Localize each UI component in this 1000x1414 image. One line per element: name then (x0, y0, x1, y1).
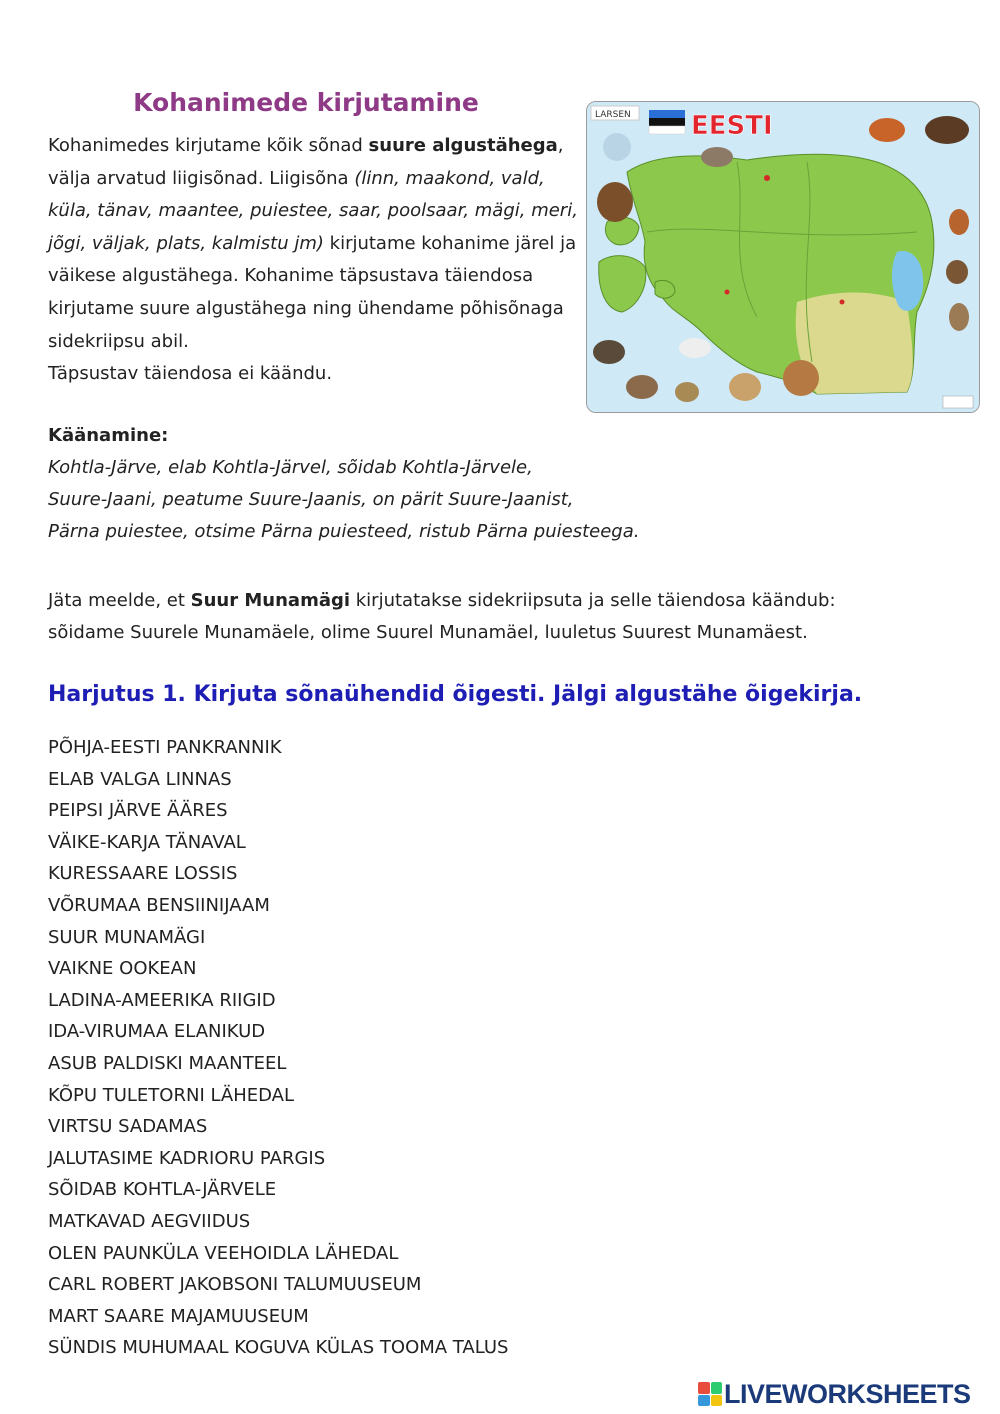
intro-text: kirjutame kohanime järel ja väikese algustähega. Kohanime täpsustava täiendosa kirjutame suure algustähega ning ühendame põhisõnaga sidekriipsu abil. (48, 232, 577, 352)
squirrel-illustration (949, 209, 969, 235)
seal-illustration (701, 147, 733, 167)
deer-illustration (783, 360, 819, 396)
snake-illustration (675, 382, 699, 402)
conjugation-example: Pärna puiestee, otsime Pärna puiesteed, ristub Pärna puiesteega. (48, 521, 640, 542)
exercise-item: VÕRUMAA BENSIINIJAAM (48, 894, 270, 916)
remember-note (48, 585, 948, 649)
exercise-item: JALUTASIME KADRIORU PARGIS (48, 1147, 326, 1169)
exercise-item: IDA-VIRUMAA ELANIKUD (48, 1021, 266, 1043)
wolf-illustration (626, 375, 658, 399)
exercise-list (48, 732, 948, 1364)
intro-paragraph (48, 130, 578, 391)
remember-text: Jäta meelde, et (48, 590, 191, 611)
fox-illustration (869, 118, 905, 142)
page-title: Kohanimede kirjutamine (133, 88, 479, 117)
intro-note: Täpsustav täiendosa ei käändu. (48, 363, 333, 385)
publisher-text: LARSEN (595, 110, 631, 120)
exercise-item: MART SAARE MAJAMUUSEUM (48, 1305, 309, 1327)
exercise-item: ASUB PALDISKI MAANTEEL (48, 1052, 287, 1074)
exercise-item: SUUR MUNAMÄGI (48, 926, 206, 948)
remember-line: sõidame Suurele Munamäele, olime Suurel Munamäel, luuletus Suurest Munamäest. (48, 622, 808, 643)
lynx-illustration (729, 373, 761, 401)
city-tartu-marker (840, 300, 845, 305)
estonia-map-illustration (587, 102, 980, 413)
exercise-item: VÄIKE-KARJA TÄNAVAL (48, 831, 246, 853)
exercise-item: OLEN PAUNKÜLA VEEHOIDLA LÄHEDAL (48, 1242, 399, 1264)
conjugation-label: Käänamine: (48, 425, 169, 446)
intro-text: , välja arvatud liigisõnad. Liigisõna (48, 135, 564, 189)
exercise-item: PÕHJA-EESTI PANKRANNIK (48, 737, 282, 758)
exercise-item: VIRTSU SADAMAS (48, 1116, 208, 1138)
exercise-item: KÕPU TULETORNI LÄHEDAL (48, 1084, 295, 1106)
exercise-item: LADINA-AMEERIKA RIIGID (48, 989, 276, 1011)
conjugation-example: Kohtla-Järve, elab Kohtla-Järvel, sõidab Kohtla-Järvele, (48, 457, 533, 478)
exercise-item: PEIPSI JÄRVE ÄÄRES (48, 800, 228, 822)
flag-black-stripe (649, 118, 685, 126)
exercise-item: SÕIDAB KOHTLA-JÄRVELE (48, 1179, 277, 1201)
exercise-item: KURESSAARE LOSSIS (48, 863, 238, 885)
remember-bold-text: Suur Munamägi (190, 590, 351, 611)
city-tallinn-marker (764, 175, 770, 181)
bear-illustration (597, 182, 633, 222)
hare-illustration (949, 303, 969, 331)
exercise-item: ELAB VALGA LINNAS (48, 768, 232, 790)
liveworksheets-logo[interactable] (698, 1374, 971, 1414)
exercise-item: CARL ROBERT JAKOBSONI TALUMUUSEUM (48, 1274, 422, 1296)
map-heading: EESTI (691, 111, 773, 141)
exercise-item: SÜNDIS MUHUMAAL KOGUVA KÜLAS TOOMA TALUS (48, 1337, 509, 1359)
logo-text: LIVEWORKSHEETS (724, 1378, 971, 1409)
exercise-title: Harjutus 1. Kirjuta sõnaühendid õigesti. Jälgi algustähe õigekirja. (48, 682, 863, 707)
city-parnu-marker (725, 290, 730, 295)
exercise-item: MATKAVAD AEGVIIDUS (48, 1210, 251, 1232)
flag-white-stripe (649, 126, 685, 134)
beaver-illustration (946, 260, 968, 284)
remember-text: kirjutatakse sidekriipsuta ja selle täiendosa käändub: (350, 590, 836, 611)
swan-illustration (679, 338, 711, 358)
gull-illustration (603, 133, 631, 161)
conjugation-section (48, 420, 768, 548)
intro-italic-text: (linn, maakond, vald, küla, tänav, maantee, puiestee, saar, poolsaar, mägi, meri, jõgi, väljak, plats, kalmistu jm) (48, 167, 578, 254)
flag-blue-stripe (649, 110, 685, 118)
logo-badge-icon (698, 1382, 722, 1406)
puzzle-logo (943, 396, 973, 408)
intro-text: Kohanimedes kirjutame kõik sõnad (48, 135, 369, 156)
boar-illustration (593, 340, 625, 364)
conjugation-example: Suure-Jaani, peatume Suure-Jaanis, on pärit Suure-Jaanist, (48, 489, 574, 510)
exercise-item: VAIKNE OOKEAN (48, 958, 197, 980)
moose-illustration (925, 116, 969, 144)
estonia-map-puzzle-image (586, 101, 980, 413)
intro-bold-text: suure algustähega (368, 135, 558, 156)
